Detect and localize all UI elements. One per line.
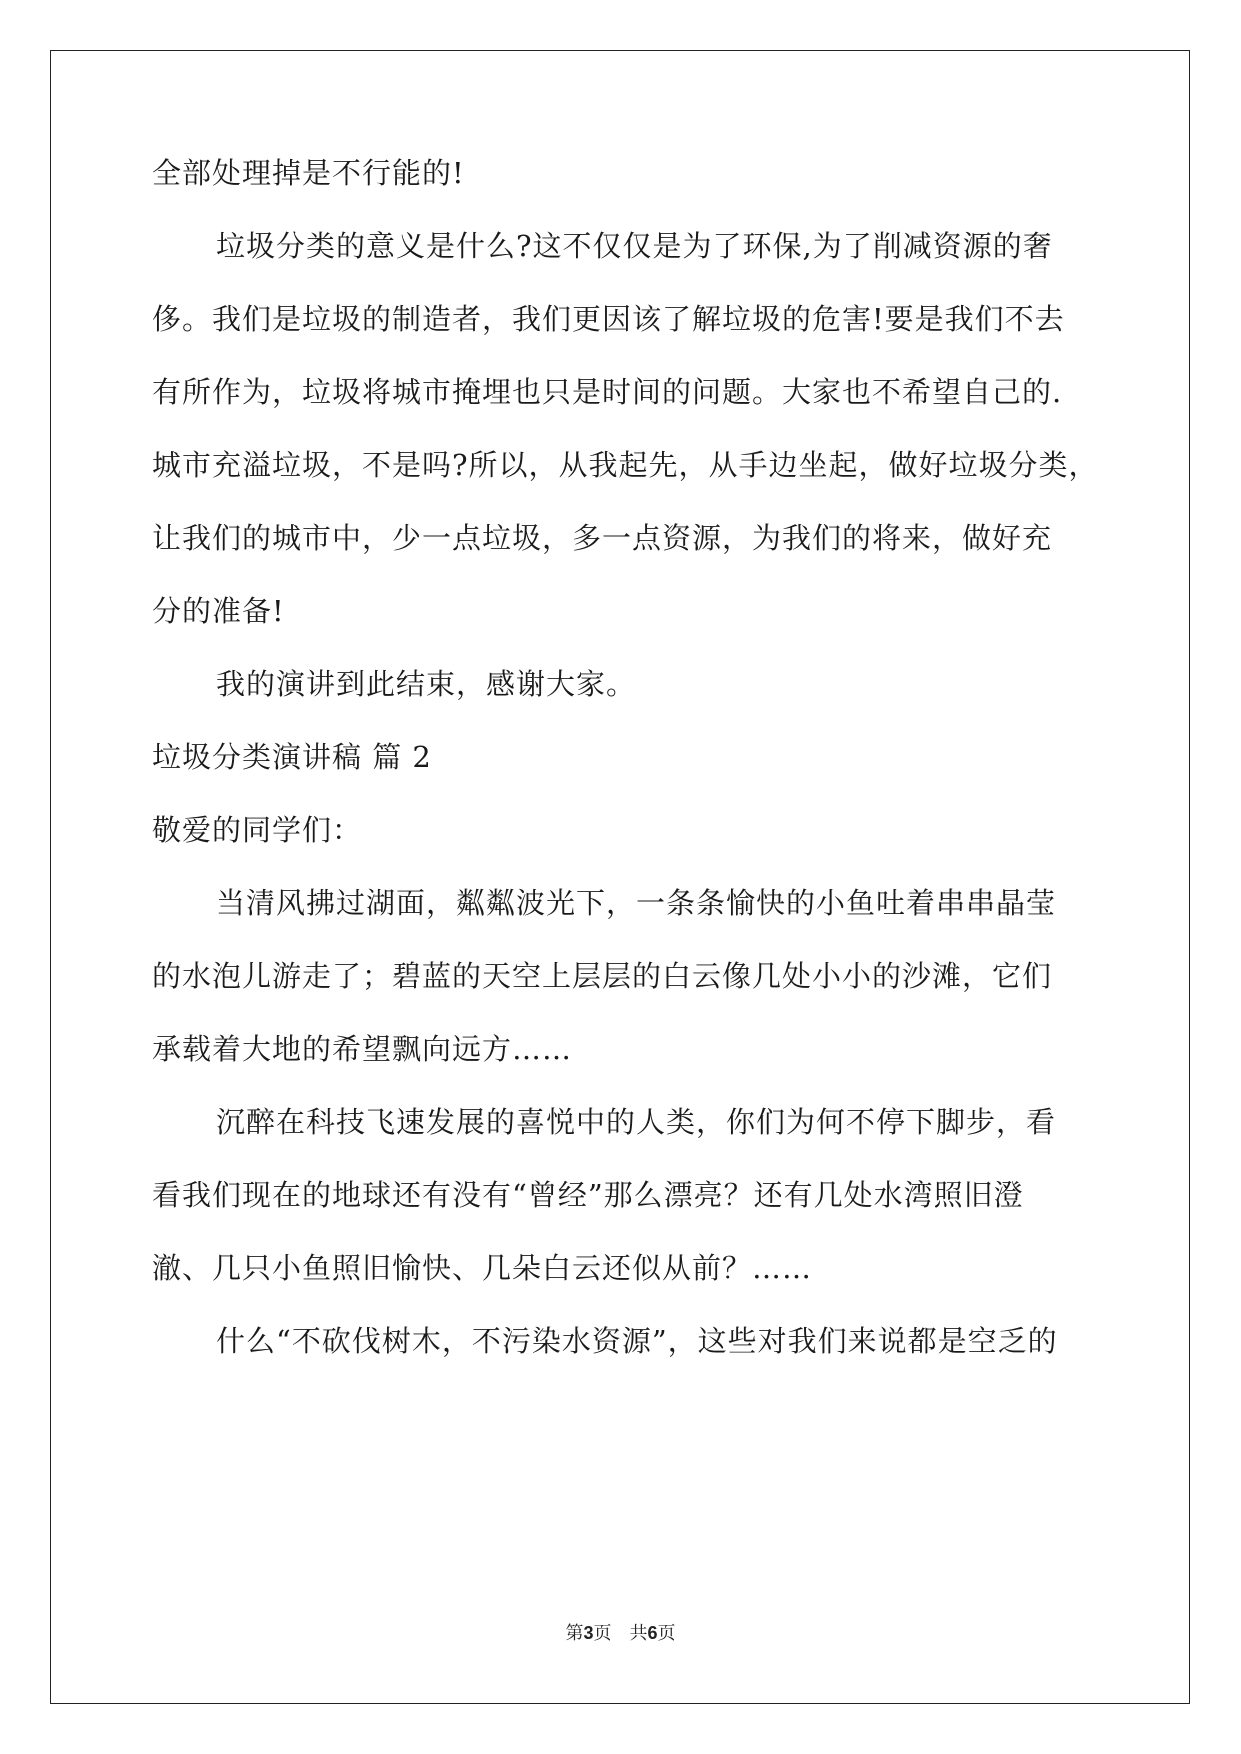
section-heading: 垃圾分类演讲稿 篇 2 [152, 740, 432, 774]
paragraph-start-line: 沉醉在科技飞速发展的喜悦中的人类，你们为何不停下脚步，看 [216, 1105, 1057, 1139]
salutation: 敬爱的同学们： [152, 813, 363, 847]
paragraph-start-line: 垃圾分类的意义是什么?这不仅仅是为了环保,为了削减资源的奢 [216, 229, 1053, 263]
text-line: 有所作为，垃圾将城市掩埋也只是时间的问题。大家也不希望自己的. [152, 375, 1063, 409]
text-line: 的水泡儿游走了；碧蓝的天空上层层的白云像几处小小的沙滩，它们 [152, 959, 1053, 993]
text-line: 让我们的城市中，少一点垃圾，多一点资源，为我们的将来，做好充 [152, 521, 1053, 555]
total-pages-number: 6 [647, 1623, 658, 1643]
text-line: 澈、几只小鱼照旧愉快、几朵白云还似从前？…… [152, 1251, 813, 1285]
text-line: 承载着大地的希望飘向远方…… [152, 1032, 573, 1066]
footer-middle: 页 共 [593, 1623, 648, 1644]
paragraph-start-line: 我的演讲到此结束，感谢大家。 [216, 667, 637, 701]
paragraph-start-line: 什么“不砍伐树木，不污染水资源”，这些对我们来说都是空乏的 [216, 1324, 1058, 1358]
text-line: 看我们现在的地球还有没有“曾经”那么漂亮？还有几处水湾照旧澄 [152, 1178, 1024, 1212]
footer-prefix: 第 [565, 1623, 584, 1644]
footer-suffix: 页 [657, 1623, 676, 1644]
text-line: 侈。我们是垃圾的制造者，我们更因该了解垃圾的危害!要是我们不去 [152, 302, 1065, 336]
text-line: 分的准备! [152, 594, 285, 628]
page-footer [0, 1621, 1241, 1646]
paragraph-start-line: 当清风拂过湖面，粼粼波光下，一条条愉快的小鱼吐着串串晶莹 [216, 886, 1057, 920]
current-page-number: 3 [583, 1623, 594, 1643]
text-line: 全部处理掉是不行能的! [152, 156, 465, 190]
text-line: 城市充溢垃圾，不是吗?所以，从我起先，从手边坐起，做好垃圾分类， [152, 448, 1099, 482]
